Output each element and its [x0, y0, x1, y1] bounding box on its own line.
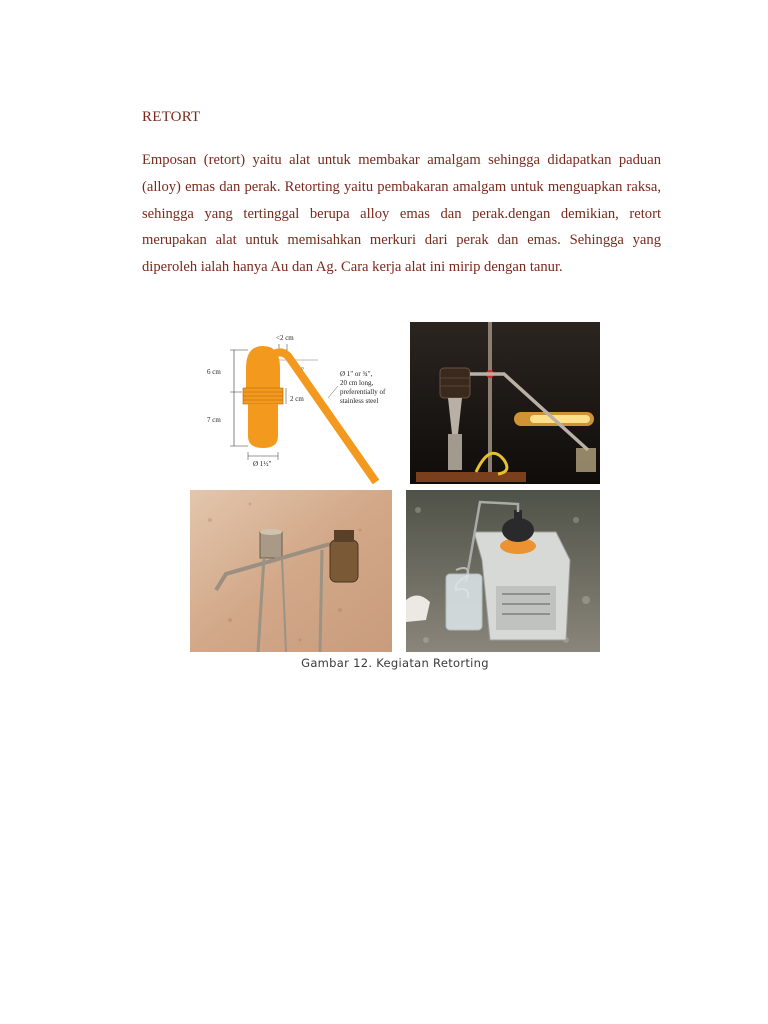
photo-field-retort [190, 490, 392, 652]
label-angle: 45° [294, 366, 304, 374]
label-6cm: 6 cm [207, 368, 221, 376]
photo-stove-retort [406, 490, 600, 652]
body-paragraph: Emposan (retort) yaitu alat untuk membakar amalgam sehingga didapatkan paduan (alloy) emas dan perak. Retorting yaitu pembakaran amalgam untuk menguapkan raksa, sehingga yang tertinggal berupa alloy emas dan perak.dengan demikian, retort merupakan alat untuk memisahkan merkuri dari perak dan emas. Sehingga yang diperoleh ialah hanya Au dan Ag. Cara kerja alat ini mirip dengan tanur. [142, 152, 661, 276]
section-heading: RETORT [142, 109, 201, 125]
label-top-gap: <2 cm [276, 334, 294, 342]
label-pipe-1: Ø 1" or ¾", [340, 370, 373, 378]
label-diameter: Ø 1½" [253, 460, 272, 468]
retort-diagram [190, 324, 388, 484]
figure-retorting [190, 320, 600, 672]
label-thread: 2 cm [290, 395, 304, 403]
label-pipe-4: stainless steel [340, 397, 379, 405]
label-7cm: 7 cm [207, 416, 221, 424]
label-pipe-3: preferentially of [340, 388, 386, 396]
photo-lab-retort [410, 322, 600, 484]
figure-caption: Gambar 12. Kegiatan Retorting [301, 656, 489, 670]
label-pipe-2: 20 cm long, [340, 379, 374, 387]
